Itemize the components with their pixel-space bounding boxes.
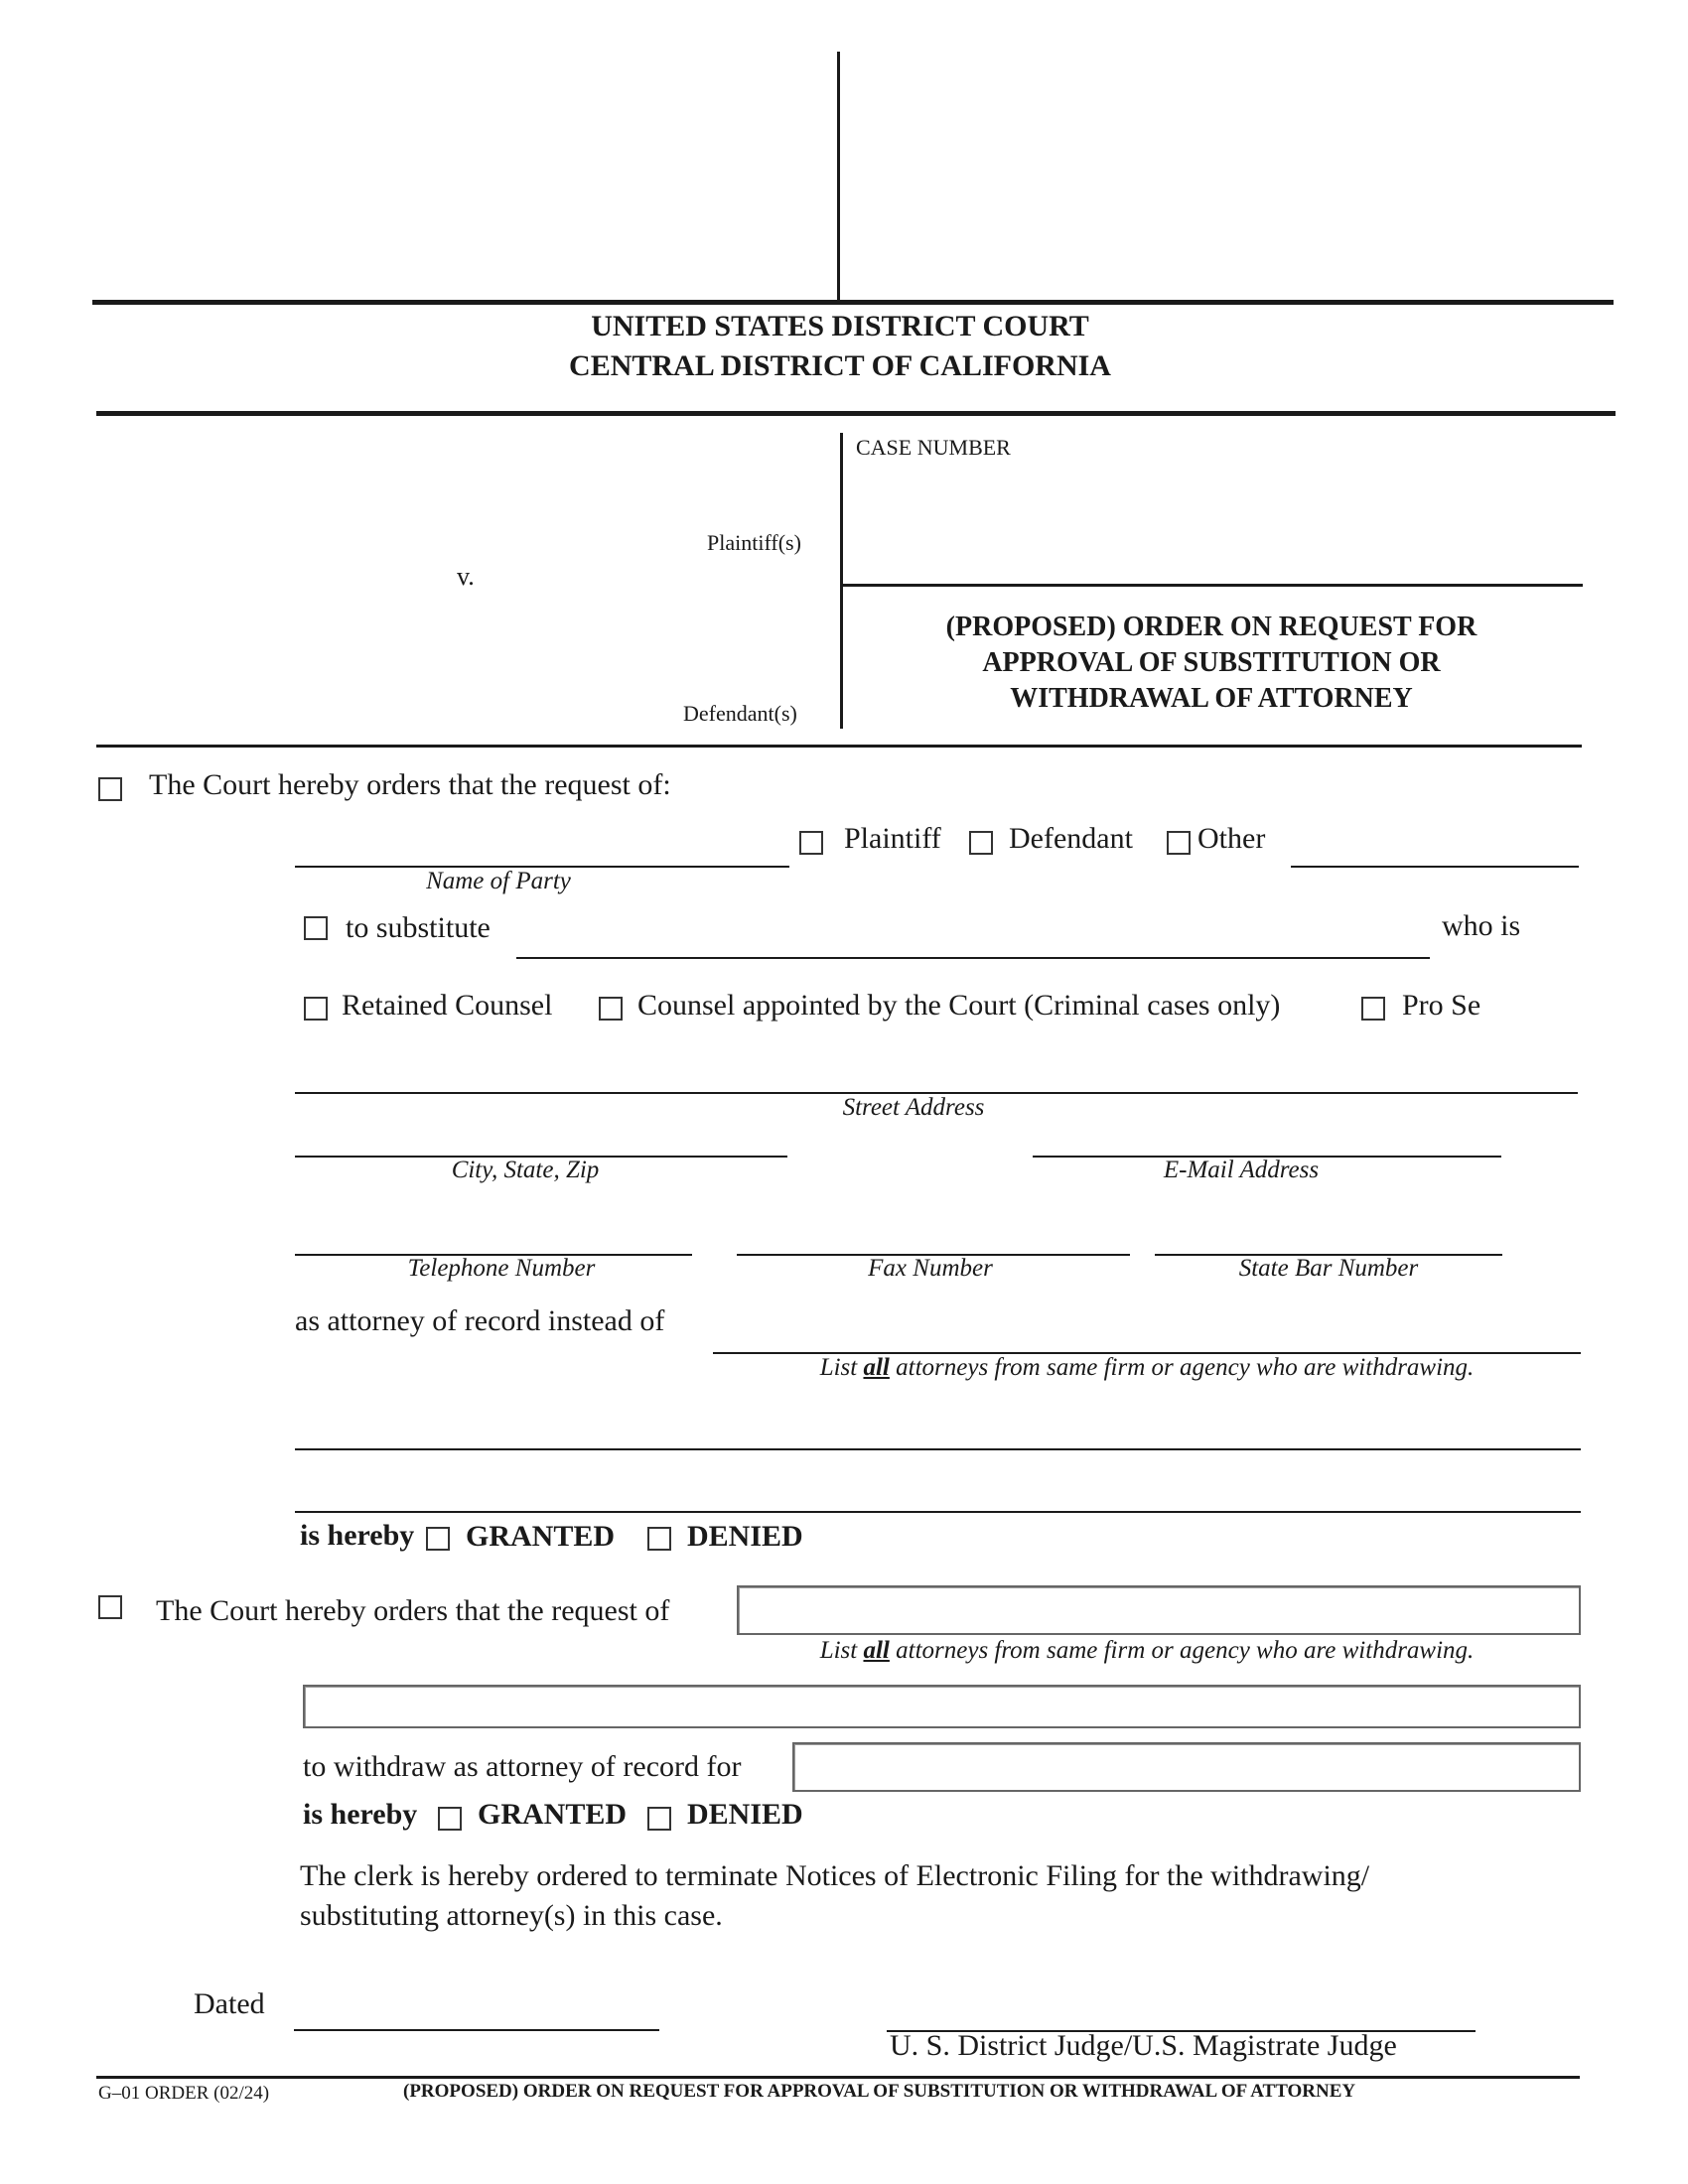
section2-denied-checkbox[interactable] xyxy=(647,1807,671,1831)
instead-of-label: as attorney of record instead of xyxy=(295,1304,665,1337)
clerk-order-line1: The clerk is hereby ordered to terminate Notices of Electronic Filing for the withdrawing/ xyxy=(300,1859,1370,1892)
state-bar-caption: State Bar Number xyxy=(1238,1255,1419,1282)
other-option-label: Other xyxy=(1197,822,1266,855)
appointed-counsel-checkbox[interactable] xyxy=(599,997,623,1021)
case-number-rule xyxy=(842,584,1583,587)
footer-rule xyxy=(96,2076,1580,2079)
city-state-zip-caption: City, State, Zip xyxy=(451,1157,600,1183)
header-vertical-divider xyxy=(837,52,840,300)
court-name-line1: UNITED STATES DISTRICT COURT xyxy=(591,310,1089,342)
section2-denied-label: DENIED xyxy=(687,1798,803,1831)
who-is-label: who is xyxy=(1442,909,1521,942)
street-address-caption: Street Address xyxy=(842,1094,985,1121)
appointed-counsel-label: Counsel appointed by the Court (Criminal cases only) xyxy=(637,989,1281,1022)
caption-bottom-rule xyxy=(96,745,1582,748)
fax-caption: Fax Number xyxy=(868,1255,993,1282)
caption-vertical-divider xyxy=(840,433,843,729)
other-specify-line[interactable] xyxy=(1291,866,1579,868)
section1-is-hereby: is hereby xyxy=(300,1519,415,1552)
section1-granted-label: GRANTED xyxy=(466,1520,616,1553)
retained-counsel-label: Retained Counsel xyxy=(342,989,553,1022)
defendant-option-label: Defendant xyxy=(1009,822,1133,855)
clerk-order-line2: substituting attorney(s) in this case. xyxy=(300,1899,723,1932)
section1-checkbox[interactable] xyxy=(98,777,122,801)
footer-title: (PROPOSED) ORDER ON REQUEST FOR APPROVAL OF SUBSTITUTION OR WITHDRAWAL OF ATTORNEY xyxy=(403,2081,1356,2102)
section2-intro: The Court hereby orders that the request of xyxy=(156,1594,670,1627)
pro-se-checkbox[interactable] xyxy=(1361,997,1385,1021)
additional-attorneys-line-2[interactable] xyxy=(295,1511,1581,1513)
header-top-rule xyxy=(92,300,1614,305)
other-checkbox[interactable] xyxy=(1167,831,1191,855)
defendant-checkbox[interactable] xyxy=(969,831,993,855)
judge-title: U. S. District Judge/U.S. Magistrate Judge xyxy=(890,2029,1397,2062)
plaintiff-label: Plaintiff(s) xyxy=(707,530,801,555)
order-title-line2: APPROVAL OF SUBSTITUTION OR xyxy=(982,647,1441,678)
list-all-emphasis-1: all xyxy=(863,1354,890,1381)
additional-attorneys-line-1[interactable] xyxy=(295,1448,1581,1450)
plaintiff-option-label: Plaintiff xyxy=(844,822,941,855)
pro-se-label: Pro Se xyxy=(1402,989,1481,1022)
order-title-line3: WITHDRAWAL OF ATTORNEY xyxy=(1010,683,1413,714)
withdraw-for-field[interactable] xyxy=(792,1742,1581,1792)
email-caption: E-Mail Address xyxy=(1163,1157,1320,1183)
versus-label: v. xyxy=(457,562,475,591)
court-bottom-rule xyxy=(96,411,1616,416)
plaintiff-checkbox[interactable] xyxy=(799,831,823,855)
court-name-line2: CENTRAL DISTRICT OF CALIFORNIA xyxy=(569,349,1111,382)
list-all-note-2: List all attorneys from same firm or agency who are withdrawing. xyxy=(819,1637,1475,1664)
section2-granted-checkbox[interactable] xyxy=(438,1807,462,1831)
to-substitute-label: to substitute xyxy=(346,911,491,944)
list-all-note-1: List all attorneys from same firm or agency who are withdrawing. xyxy=(819,1354,1475,1381)
section1-denied-label: DENIED xyxy=(687,1520,803,1553)
section2-attorneys-field[interactable] xyxy=(303,1685,1581,1728)
date-line[interactable] xyxy=(294,2029,659,2031)
dated-label: Dated xyxy=(194,1987,265,2020)
withdraw-label: to withdraw as attorney of record for xyxy=(303,1750,742,1783)
section2-request-of-field[interactable] xyxy=(737,1585,1581,1635)
name-of-party-caption: Name of Party xyxy=(426,868,571,894)
substitute-checkbox[interactable] xyxy=(304,916,328,940)
defendant-label: Defendant(s) xyxy=(683,701,797,726)
footer-form-id: G–01 ORDER (02/24) xyxy=(98,2083,270,2104)
section2-granted-label: GRANTED xyxy=(478,1798,628,1831)
telephone-caption: Telephone Number xyxy=(407,1255,596,1282)
section2-checkbox[interactable] xyxy=(98,1595,122,1619)
case-number-label: CASE NUMBER xyxy=(856,435,1011,460)
retained-counsel-checkbox[interactable] xyxy=(304,997,328,1021)
section1-denied-checkbox[interactable] xyxy=(647,1527,671,1551)
section1-granted-checkbox[interactable] xyxy=(426,1527,450,1551)
substitute-name-line[interactable] xyxy=(516,957,1430,959)
section1-intro: The Court hereby orders that the request of: xyxy=(149,768,671,801)
section2-is-hereby: is hereby xyxy=(303,1798,418,1831)
order-title-line1: (PROPOSED) ORDER ON REQUEST FOR xyxy=(945,612,1477,642)
list-all-emphasis-2: all xyxy=(863,1637,890,1664)
